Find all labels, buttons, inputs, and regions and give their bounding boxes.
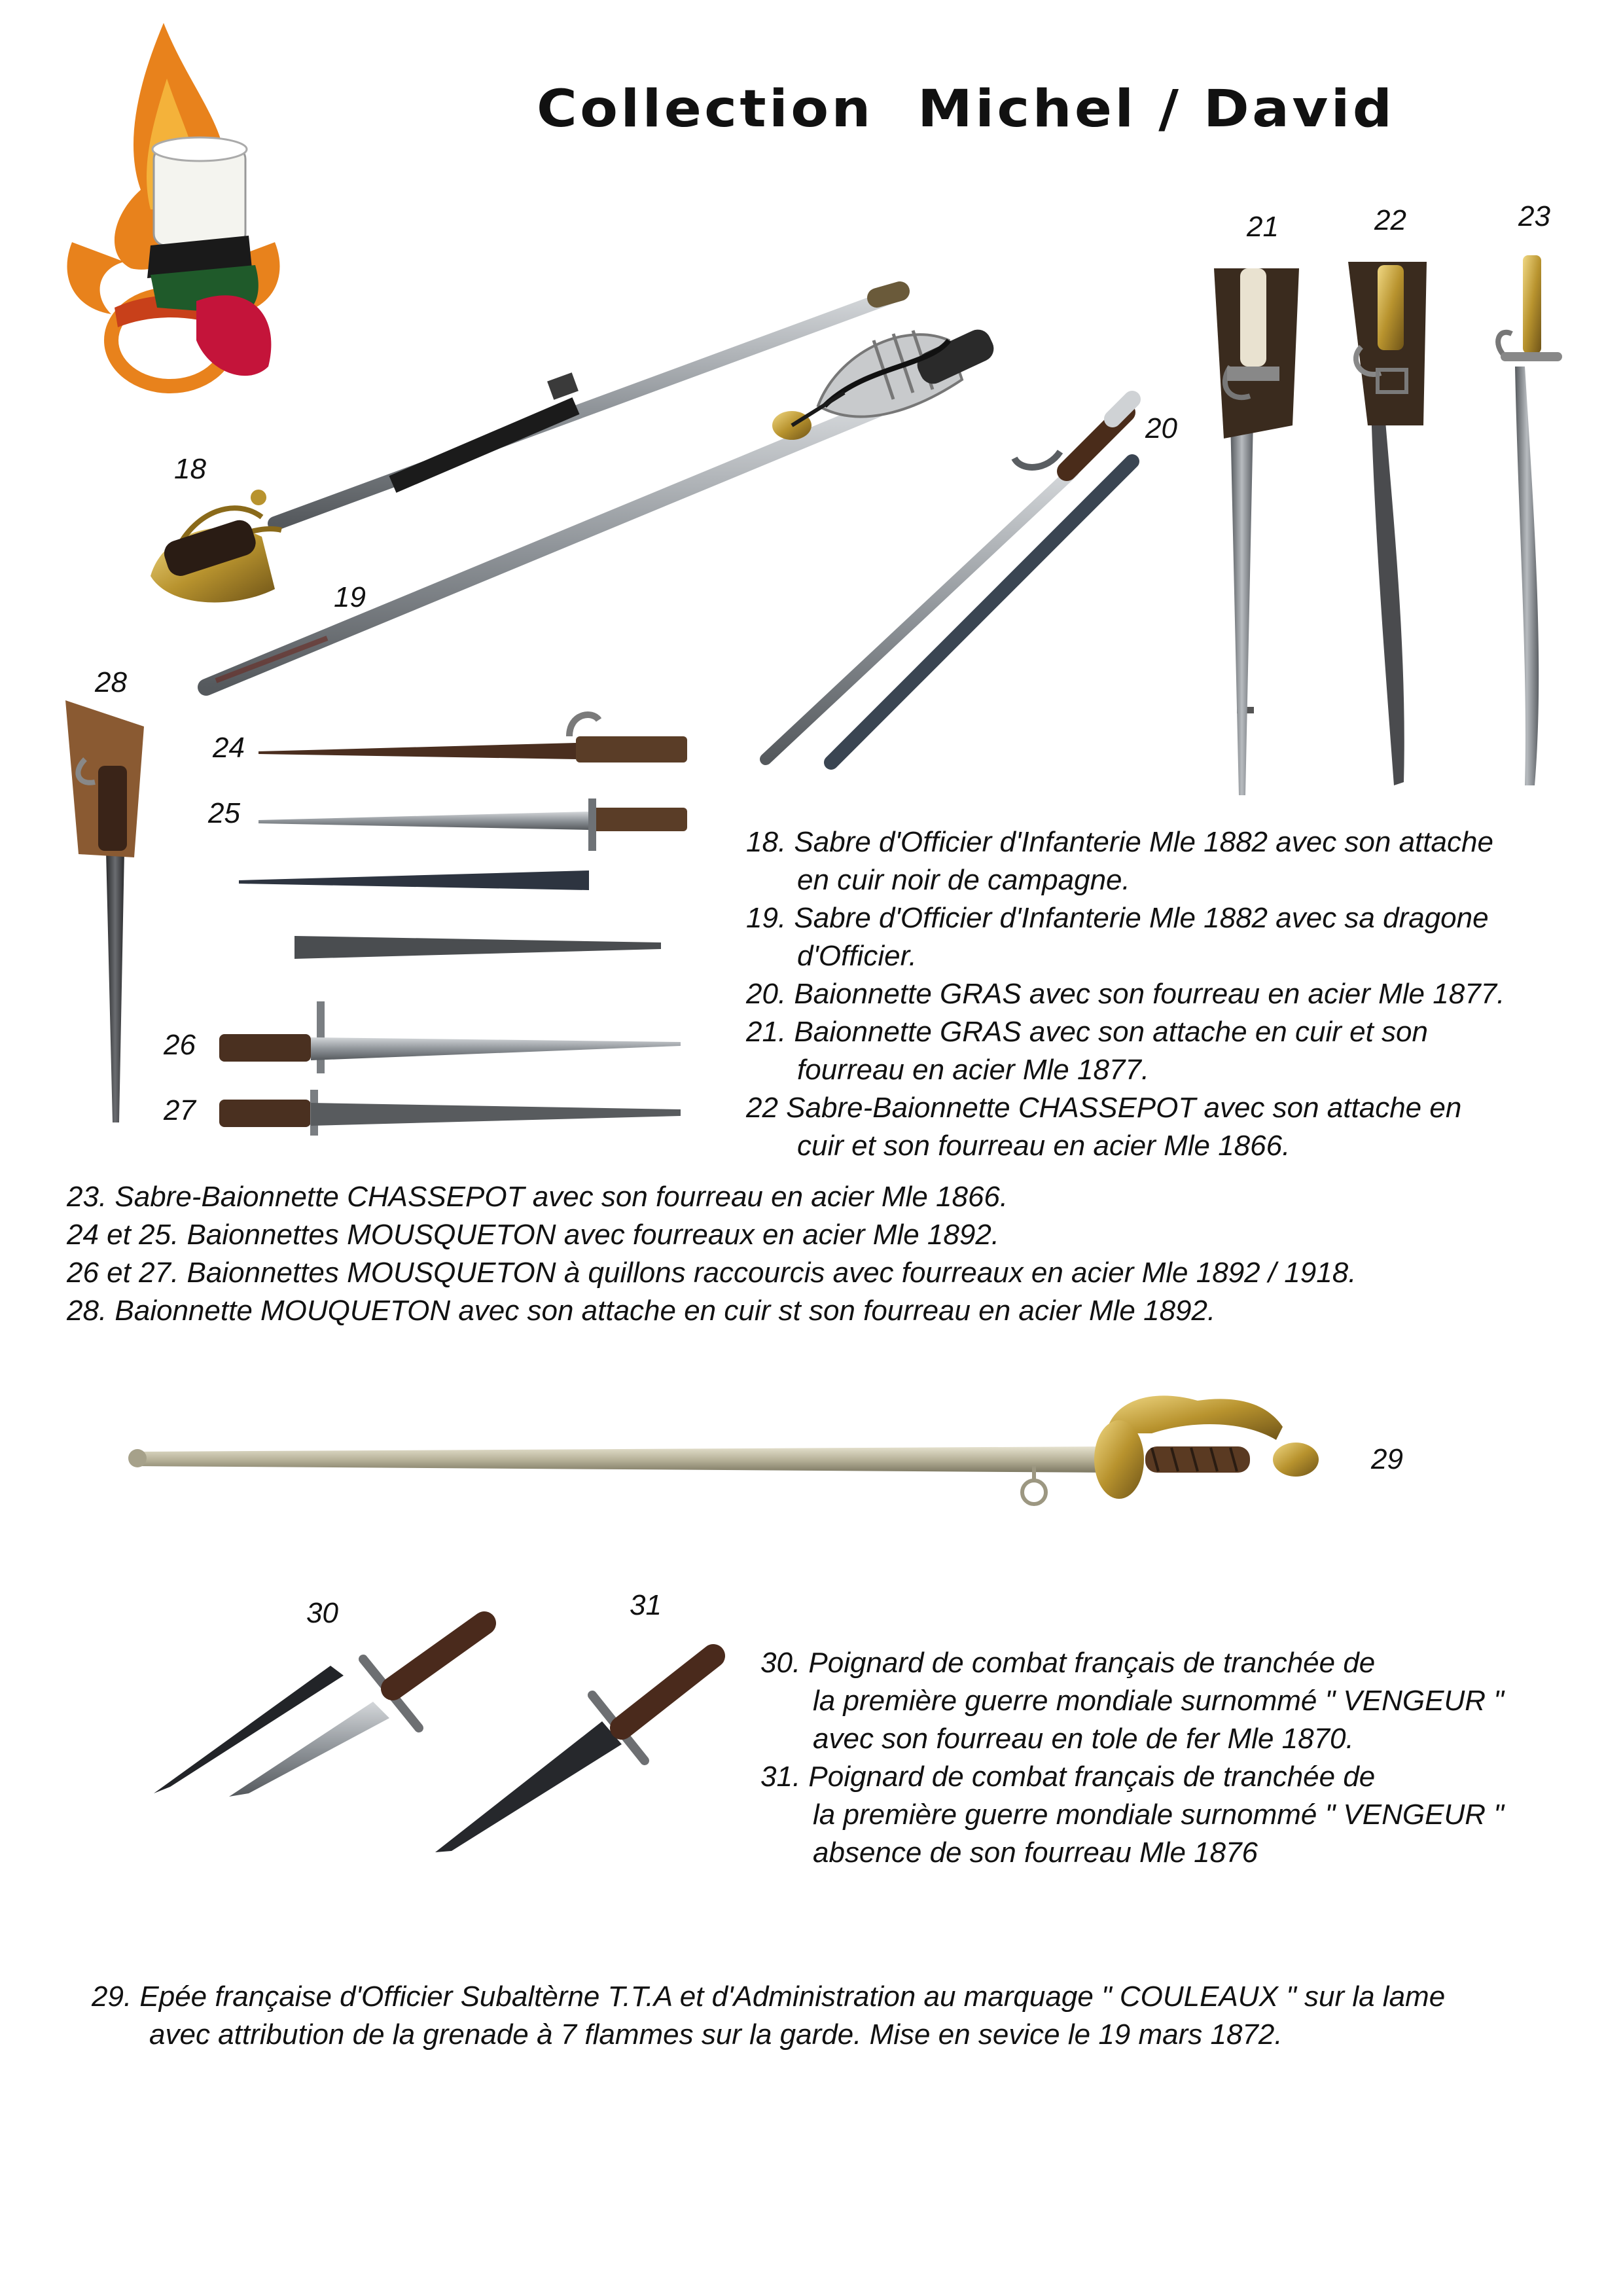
caption-19-cont: d'Officier. <box>797 940 917 972</box>
bayonet-25 <box>259 798 687 851</box>
item-number-26: 26 <box>164 1029 196 1061</box>
caption-29-cont: avec attribution de la grenade à 7 flammes sur la garde. Mise en sevice le 19 mars 1872. <box>149 2018 1283 2051</box>
bayonet-20 <box>766 399 1132 762</box>
item-number-31: 31 <box>630 1589 662 1621</box>
caption-block-30-31 <box>760 1644 1504 1872</box>
caption-18-lead: 18. Sabre d'Officier d'Infanterie Mle 1882 avec son attache <box>746 826 1493 858</box>
item-number-19: 19 <box>334 581 366 613</box>
item-number-25: 25 <box>208 797 240 829</box>
caption-31-line2: la première guerre mondiale surnommé " VENGEUR " <box>813 1799 1504 1831</box>
sabre-bayonet-23 <box>1498 255 1558 785</box>
caption-23: 23. Sabre-Baionnette CHASSEPOT avec son fourreau en acier Mle 1866. <box>67 1181 1008 1213</box>
caption-block-18-22 <box>746 823 1505 1165</box>
item-number-30: 30 <box>306 1597 338 1629</box>
caption-19-lead: 19. Sabre d'Officier d'Infanterie Mle 1882 avec sa dragone <box>746 902 1489 934</box>
caption-21-cont: fourreau en acier Mle 1877. <box>797 1054 1150 1086</box>
caption-30-line3: avec son fourreau en tole de fer Mle 1870. <box>813 1723 1354 1755</box>
bayonet-27 <box>219 1090 681 1136</box>
caption-22-lead: 22 Sabre-Baionnette CHASSEPOT avec son attache en <box>746 1092 1462 1124</box>
caption-block-23-28 <box>67 1178 1356 1330</box>
item-number-23: 23 <box>1518 200 1550 232</box>
caption-22-cont: cuir et son fourreau en acier Mle 1866. <box>797 1130 1291 1162</box>
caption-30-lead: 30. Poignard de combat français de tranchée de <box>760 1647 1376 1679</box>
caption-31-lead: 31. Poignard de combat français de tranchée de <box>760 1761 1376 1793</box>
item-number-18: 18 <box>174 453 206 485</box>
epee-29 <box>128 1395 1319 1504</box>
sabre-bayonet-22 <box>1348 262 1427 785</box>
caption-20-lead: 20. Baionnette GRAS avec son fourreau en acier Mle 1877. <box>746 978 1505 1010</box>
caption-block-29 <box>92 1978 1445 2054</box>
item-number-28: 28 <box>95 666 127 698</box>
item-number-22: 22 <box>1374 204 1406 236</box>
scabbard-24 <box>239 870 589 890</box>
caption-18-cont: en cuir noir de campagne. <box>797 864 1130 896</box>
caption-28: 28. Baionnette MOUQUETON avec son attache en cuir st son fourreau en acier Mle 1892. <box>67 1295 1216 1327</box>
caption-24-25: 24 et 25. Baionnettes MOUSQUETON avec fourreaux en acier Mle 1892. <box>67 1219 1000 1251</box>
dagger-31 <box>435 1656 713 1852</box>
item-number-24: 24 <box>213 732 245 764</box>
bayonet-21 <box>1214 268 1299 795</box>
caption-30-line2: la première guerre mondiale surnommé " VENGEUR " <box>813 1685 1504 1717</box>
caption-31-line3: absence de son fourreau Mle 1876 <box>813 1837 1258 1869</box>
bayonet-28 <box>65 700 144 1122</box>
page-title: Collection Michel / David <box>537 80 1395 139</box>
item-number-21: 21 <box>1247 211 1279 243</box>
dagger-30 <box>154 1623 484 1797</box>
caption-21-lead: 21. Baionnette GRAS avec son attache en cuir et son <box>746 1016 1428 1048</box>
scabbard-25 <box>294 936 661 959</box>
item-number-27: 27 <box>164 1094 196 1126</box>
caption-29-lead: 29. Epée française d'Officier Subaltèrne T.T.A et d'Administration au marquage " COULEAUX " sur la lame <box>92 1981 1446 2013</box>
bayonet-26 <box>219 1001 681 1073</box>
item-number-20: 20 <box>1145 412 1177 444</box>
caption-26-27: 26 et 27. Baionnettes MOUSQUETON à quillons raccourcis avec fourreaux en acier Mle 1892 / 1918. <box>67 1257 1357 1289</box>
bayonet-24 <box>259 715 687 762</box>
item-number-29: 29 <box>1371 1443 1403 1475</box>
legion-grenade-emblem <box>67 23 280 386</box>
